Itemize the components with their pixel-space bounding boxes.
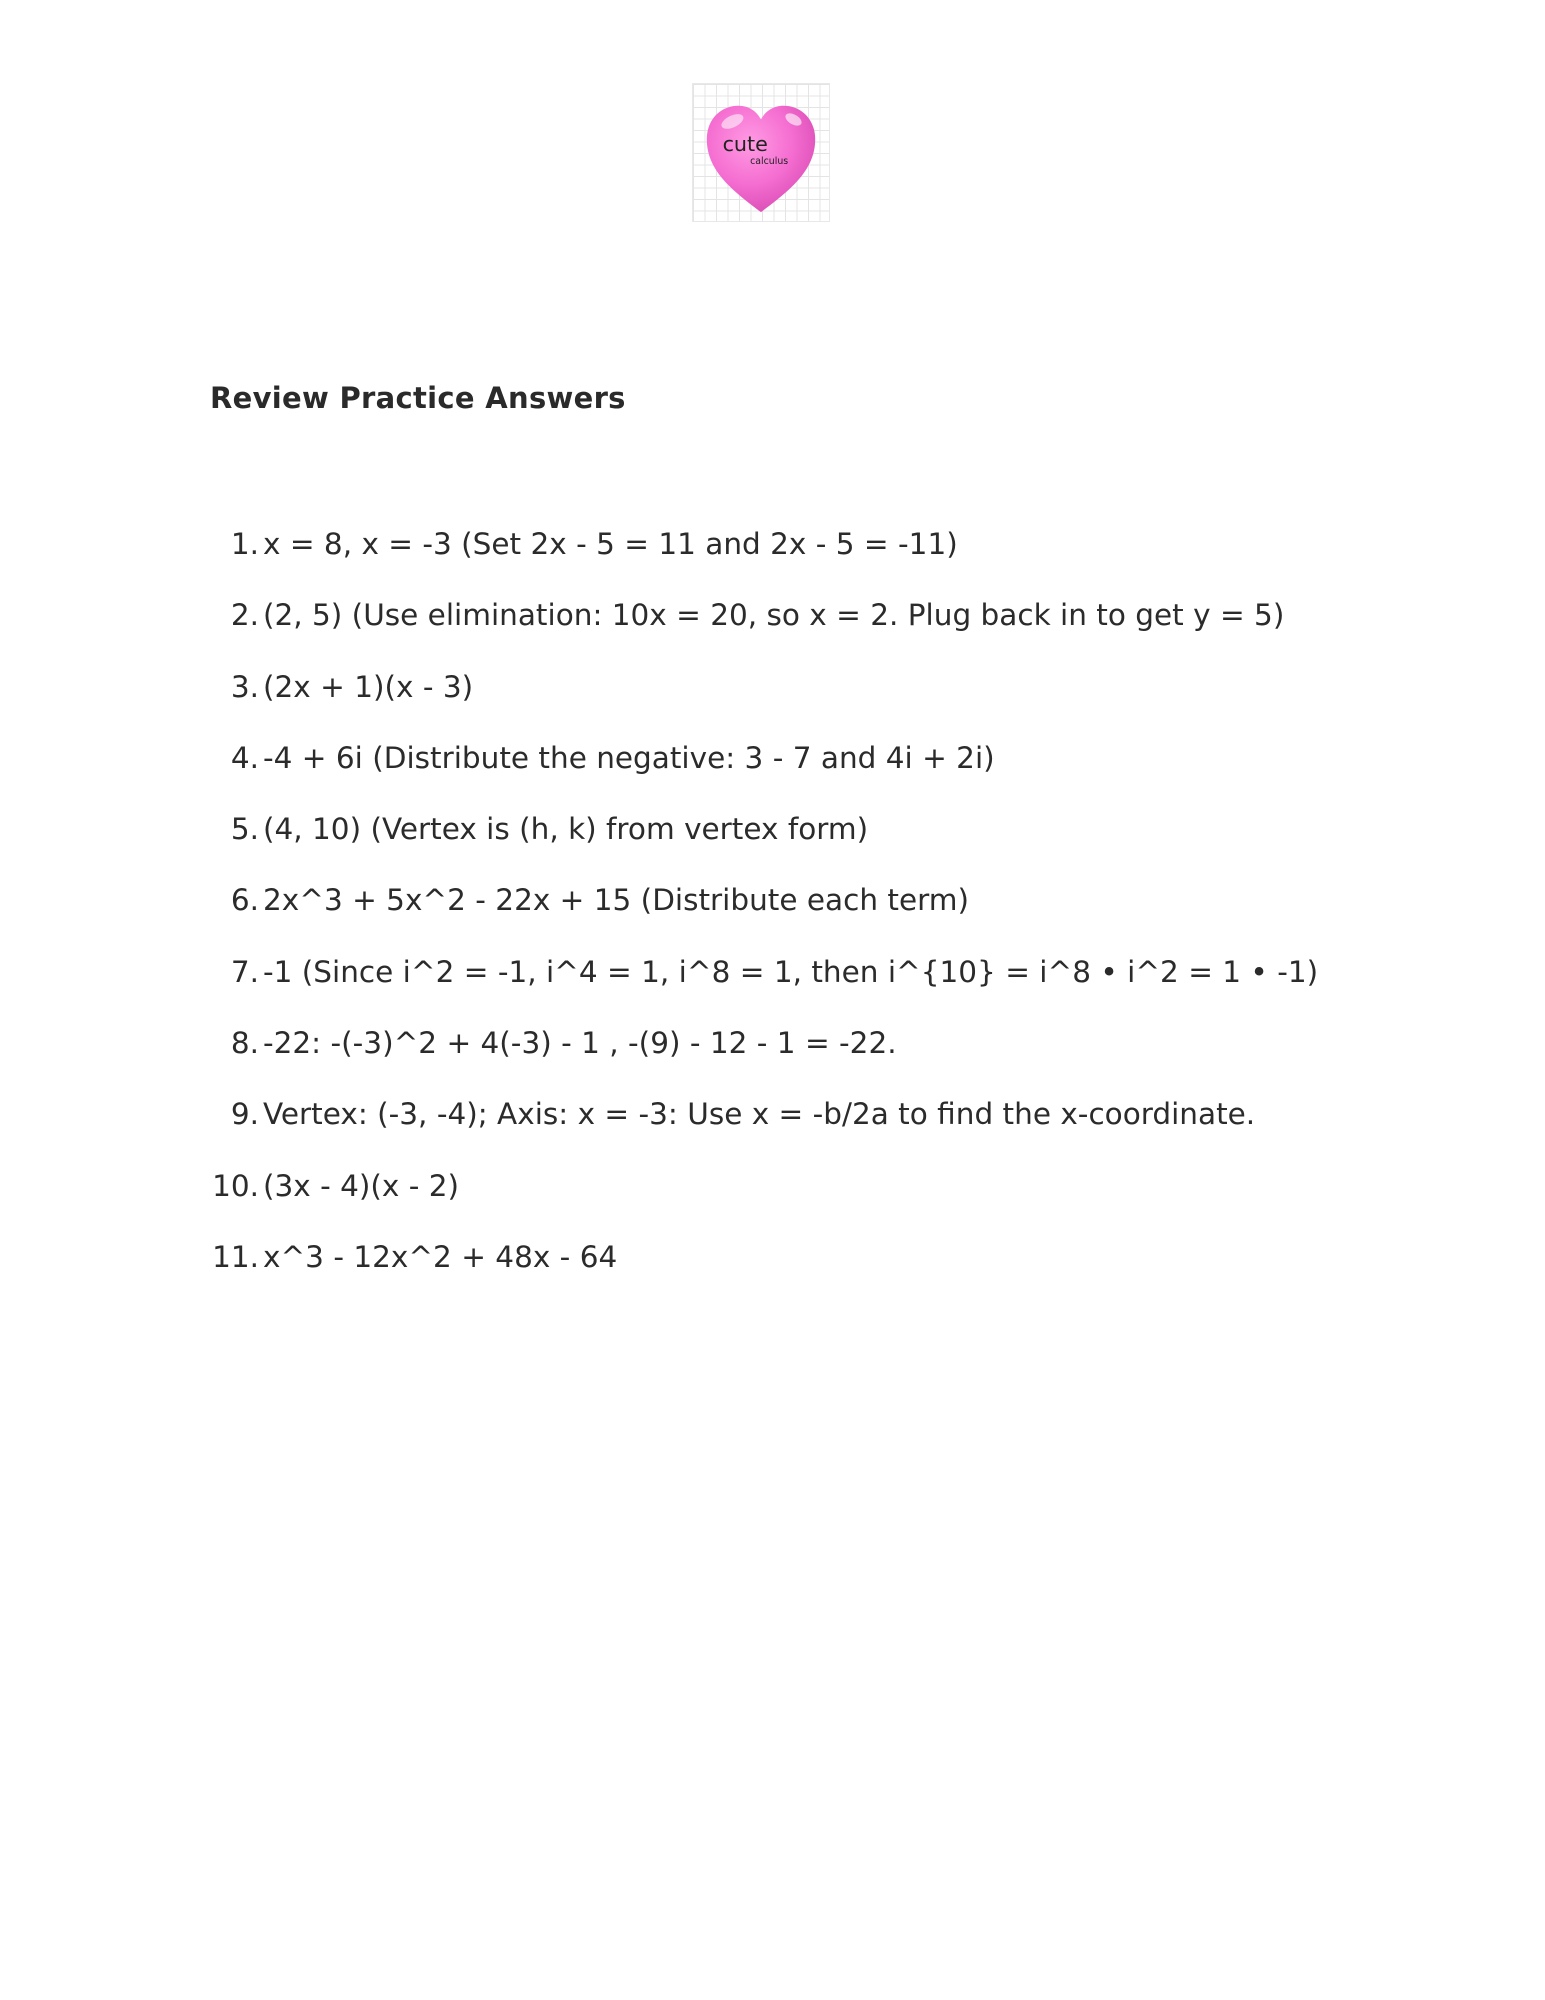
answer-item-4 [0,736,1545,807]
answer-text: x = 8, x = -3 (Set 2x - 5 = 11 and 2x - 5 = -11) [263,527,958,561]
answer-item-3 [0,665,1545,736]
heart-logo-icon [693,84,829,221]
answer-number: 11. [212,1239,259,1274]
answer-number: 6. [230,883,259,918]
svg-text:calculus: calculus [750,155,789,167]
answer-item-5 [0,807,1545,878]
answer-list [0,522,1545,1306]
answer-number: 3. [230,669,259,704]
answer-number: 8. [230,1026,259,1061]
answer-item-6 [0,878,1545,949]
page-title: Review Practice Answers [210,381,626,415]
answer-item-7 [0,950,1545,1021]
answer-item-8 [0,1021,1545,1092]
cute-calculus-logo [692,83,830,222]
answer-number: 7. [230,954,259,989]
answer-item-11 [0,1235,1545,1306]
answer-number: 2. [230,598,259,633]
answer-text: x^3 - 12x^2 + 48x - 64 [263,1239,618,1274]
answer-text: 2x^3 + 5x^2 - 22x + 15 (Distribute each term) [263,883,969,918]
answer-text: (2x + 1)(x - 3) [263,669,474,704]
answer-text: -22: -(-3)^2 + 4(-3) - 1 , -(9) - 12 - 1 = -22. [263,1026,897,1061]
answer-number: 10. [212,1168,259,1203]
answer-number: 5. [230,812,259,847]
answer-number: 1. [230,527,259,561]
answer-text: (3x - 4)(x - 2) [263,1168,460,1203]
svg-text:cute: cute [722,132,768,157]
answer-item-1 [0,522,1545,593]
answer-text: -4 + 6i (Distribute the negative: 3 - 7 and 4i + 2i) [263,740,995,775]
answer-text: (2, 5) (Use elimination: 10x = 20, so x = 2. Plug back in to get y = 5) [263,598,1285,633]
answer-text: -1 (Since i^2 = -1, i^4 = 1, i^8 = 1, then i^{10} = i^8 • i^2 = 1 • -1) [263,954,1319,989]
answer-number: 4. [230,740,259,775]
answer-text: (4, 10) (Vertex is (h, k) from vertex form) [263,812,869,847]
answer-item-2 [0,593,1545,664]
answer-item-9 [0,1092,1545,1163]
answer-item-10 [0,1164,1545,1235]
answer-text: Vertex: (-3, -4); Axis: x = -3: Use x = -b/2a to find the x-coordinate. [263,1097,1256,1132]
answer-number: 9. [230,1097,259,1132]
